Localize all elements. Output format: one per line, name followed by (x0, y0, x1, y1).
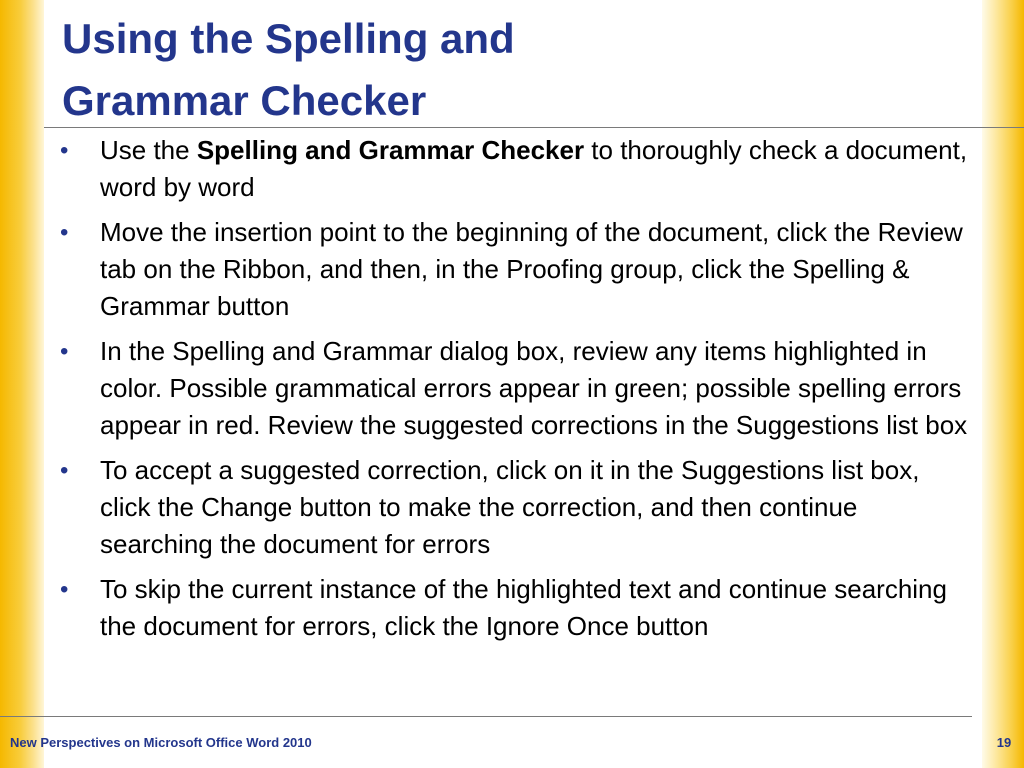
footer-divider (0, 716, 972, 717)
bullet-text-lead: Use the (100, 135, 197, 165)
bullet-icon: • (60, 576, 69, 603)
bullet-text: To accept a suggested correction, click on it in the Suggestions list box, click the Change button to make the correction, and then continue searching the document for errors (100, 455, 920, 559)
bullet-icon: • (60, 219, 69, 246)
bullet-item (60, 452, 975, 563)
bullet-text: In the Spelling and Grammar dialog box, review any items highlighted in color. Possible grammatical errors appear in green; possible spelling errors appear in red. Review the suggested corrections in the Suggestions list box (100, 336, 968, 440)
bullet-item (60, 571, 975, 645)
bullet-text-emphasis: Spelling and Grammar Checker (196, 135, 585, 165)
bullet-list (60, 132, 975, 653)
bullet-text: Move the insertion point to the beginning of the document, click the Review tab on the Ribbon, and then, in the Proofing group, click the Spelling & Grammar button (100, 217, 963, 321)
bullet-item (60, 214, 975, 325)
left-accent-bar (0, 0, 44, 768)
bullet-item (60, 132, 975, 206)
bullet-text (100, 135, 967, 202)
bullet-icon: • (60, 137, 69, 164)
bullet-icon: • (60, 457, 69, 484)
right-accent-bar (982, 0, 1024, 768)
bullet-text: To skip the current instance of the highlighted text and continue searching the document for errors, click the Ignore Once button (100, 574, 947, 641)
bullet-text-tail: to thoroughly check a document, word by word (100, 135, 968, 202)
title-divider (44, 127, 1024, 128)
bullet-item (60, 333, 975, 444)
bullet-icon: • (60, 338, 69, 365)
footer-text: New Perspectives on Microsoft Office Word 2010 (10, 735, 312, 750)
slide-title: Using the Spelling and Grammar Checker (62, 15, 515, 124)
page-number: 19 (996, 735, 1012, 750)
